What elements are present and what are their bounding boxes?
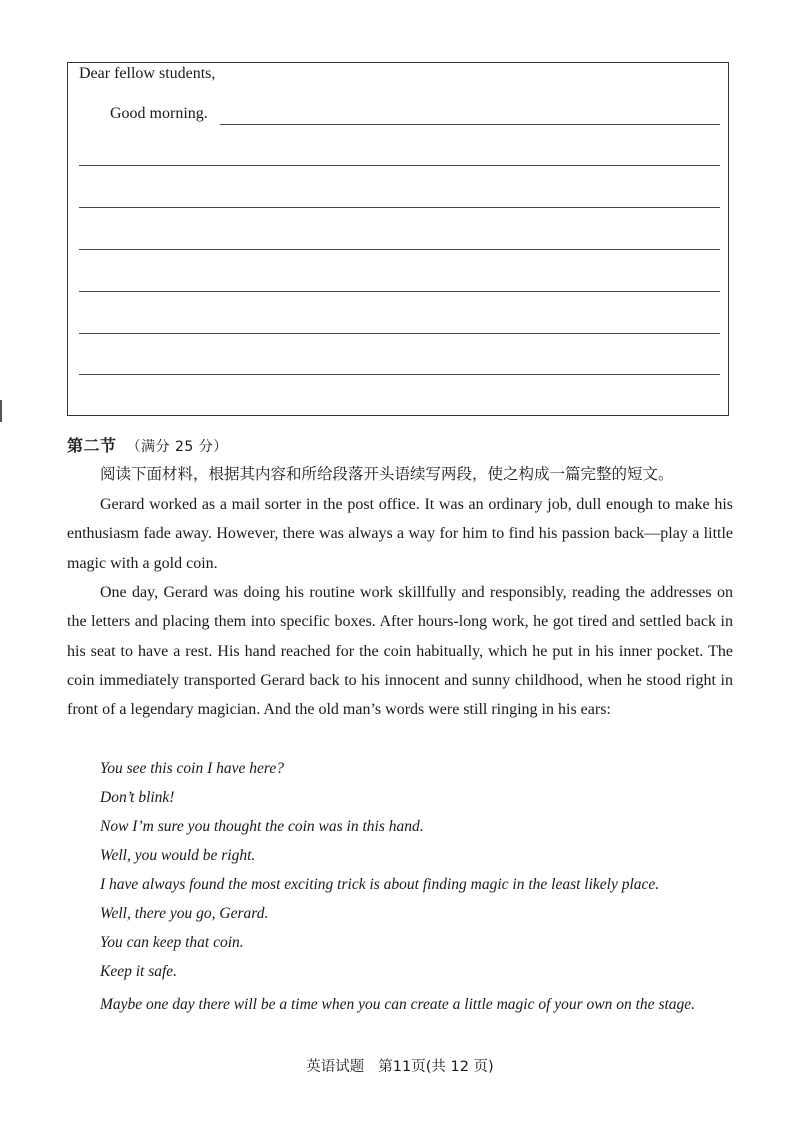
magician-quote-last: Maybe one day there will be a time when you can create a little magic of your own on the stage. — [100, 996, 696, 1013]
section-title: 第二节 — [67, 436, 117, 455]
magician-quote: Keep it safe. — [100, 963, 178, 980]
magician-quote: You see this coin I have here? — [100, 760, 284, 777]
answer-line — [79, 249, 720, 250]
story-paragraph: One day, Gerard was doing his routine work skillfully and responsibly, reading the addresses on the letters and placing them into specific boxes. After hours-long work, he got tired and settled back in his seat to have a rest. His hand reached for the coin habitually, which he put in his inner pocket. The coin immediately transported Gerard back to his innocent and sunny childhood, when he stood right in front of a legendary magician. And the old man’s words were still ringing in his ears: — [67, 584, 733, 719]
section-heading — [67, 433, 228, 456]
answer-line — [79, 374, 720, 375]
story-paragraph: Gerard worked as a mail sorter in the post office. It was an ordinary job, dull enough to make his enthusiasm fade away. However, there was always a way for him to find his passion back—play a little magic with a gold coin. — [67, 496, 733, 572]
answer-line — [79, 291, 720, 292]
scan-edge-mark — [0, 400, 2, 422]
magician-quote: Well, you would be right. — [100, 847, 256, 864]
answer-line — [79, 333, 720, 334]
magician-quote: Now I’m sure you thought the coin was in this hand. — [100, 818, 424, 835]
footer-page-number: 第11页(共 12 页) — [378, 1059, 494, 1075]
page-footer — [0, 1055, 800, 1076]
letter-greeting: Dear fellow students, — [79, 65, 216, 82]
footer-subject: 英语试题 — [306, 1059, 365, 1075]
magician-quote: Well, there you go, Gerard. — [100, 905, 269, 922]
answer-line — [220, 124, 720, 125]
writing-answer-box — [67, 62, 729, 416]
magician-quote: Don’t blink! — [100, 789, 175, 806]
letter-opening: Good morning. — [110, 105, 208, 122]
magician-quote: I have always found the most exciting trick is about finding magic in the least likely place. — [100, 876, 660, 893]
answer-line — [79, 165, 720, 166]
magician-quote: You can keep that coin. — [100, 934, 244, 951]
section-instruction: 阅读下面材料，根据其内容和所给段落开头语续写两段，使之构成一篇完整的短文。 — [100, 465, 674, 483]
section-score: （满分 25 分） — [126, 439, 228, 455]
answer-line — [79, 207, 720, 208]
